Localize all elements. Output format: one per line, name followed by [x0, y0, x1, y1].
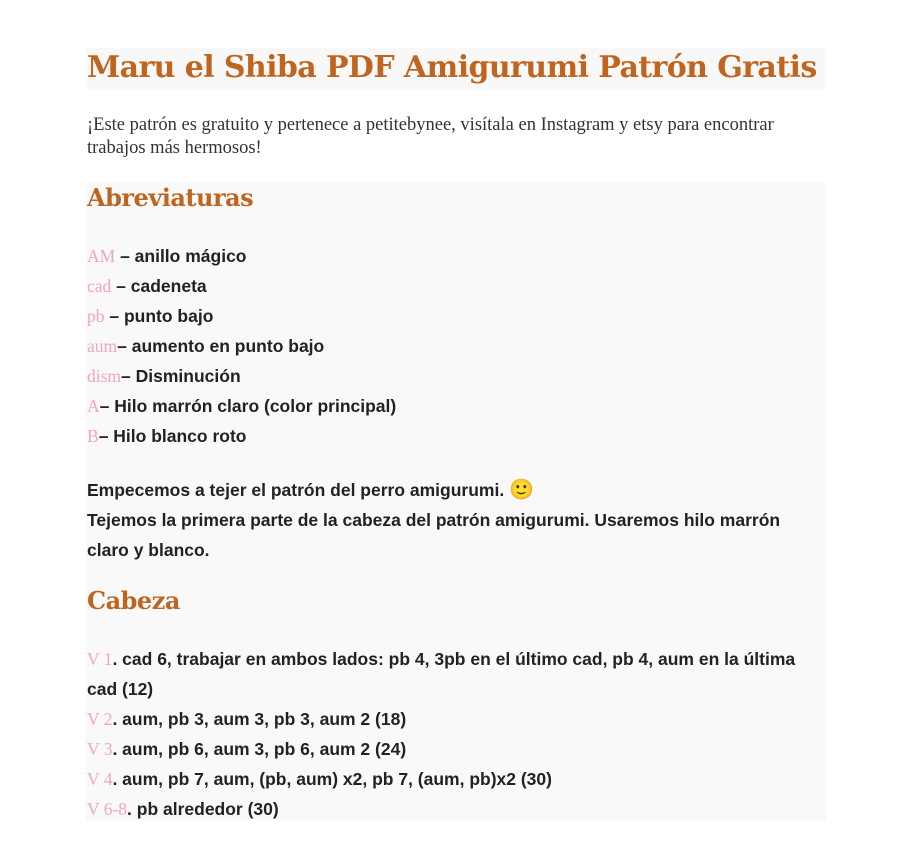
abbreviation-desc: – Disminución: [121, 366, 241, 386]
abbreviation-desc: – cadeneta: [111, 276, 207, 296]
abbreviation-desc: – Hilo blanco roto: [98, 426, 247, 446]
list-item: [87, 361, 396, 391]
list-item: [87, 331, 396, 361]
abbreviation-term: A: [87, 396, 100, 416]
head-heading: Cabeza: [87, 586, 180, 615]
abbreviation-term: dism: [87, 366, 122, 386]
abbreviation-term: pb: [87, 306, 105, 326]
round-label: V 6-8: [87, 799, 128, 819]
round-text: . aum, pb 3, aum 3, pb 3, aum 2 (18): [112, 709, 407, 729]
abbreviation-term: B: [87, 426, 99, 446]
round-text: . aum, pb 6, aum 3, pb 6, aum 2 (24): [112, 739, 407, 759]
list-item: [87, 301, 396, 331]
list-item: [87, 734, 817, 764]
start-paragraph: [87, 474, 817, 565]
list-item: [87, 644, 817, 704]
abbreviation-term: cad: [87, 276, 112, 296]
intro-paragraph: ¡Este patrón es gratuito y pertenece a petitebynee, visítala en Instagram y etsy para encontrar trabajos más hermosos!: [87, 115, 774, 158]
abbreviation-desc: – anillo mágico: [115, 246, 247, 266]
start-line-2: Tejemos la primera parte de la cabeza del patrón amigurumi. Usaremos hilo marrón claro y blanco.: [87, 510, 781, 560]
list-item: [87, 421, 396, 451]
abbreviation-desc: – Hilo marrón claro (color principal): [99, 396, 397, 416]
start-line-1: Empecemos a tejer el patrón del perro amigurumi.: [87, 480, 510, 500]
list-item: [87, 794, 817, 824]
round-text: . pb alrededor (30): [127, 799, 279, 819]
abbreviations-heading: Abreviaturas: [87, 183, 254, 212]
round-text: . aum, pb 7, aum, (pb, aum) x2, pb 7, (aum, pb)x2 (30): [112, 769, 552, 789]
round-label: V 4: [87, 769, 113, 789]
list-item: [87, 704, 817, 734]
round-text: . cad 6, trabajar en ambos lados: pb 4, 3pb en el último cad, pb 4, aum en la última cad (12): [87, 649, 796, 699]
round-label: V 1: [87, 649, 113, 669]
head-rounds-list: [87, 644, 817, 824]
abbreviation-desc: – punto bajo: [104, 306, 214, 326]
abbreviation-term: AM: [87, 246, 116, 266]
abbreviations-list: [87, 241, 396, 451]
list-item: [87, 391, 396, 421]
round-label: V 3: [87, 739, 113, 759]
list-item: [87, 271, 396, 301]
round-label: V 2: [87, 709, 113, 729]
smiley-icon: 🙂: [509, 477, 534, 501]
abbreviation-term: aum: [87, 336, 118, 356]
abbreviation-desc: – aumento en punto bajo: [117, 336, 325, 356]
list-item: [87, 764, 817, 794]
page-title: Maru el Shiba PDF Amigurumi Patrón Gratis: [87, 50, 817, 85]
list-item: [87, 241, 396, 271]
